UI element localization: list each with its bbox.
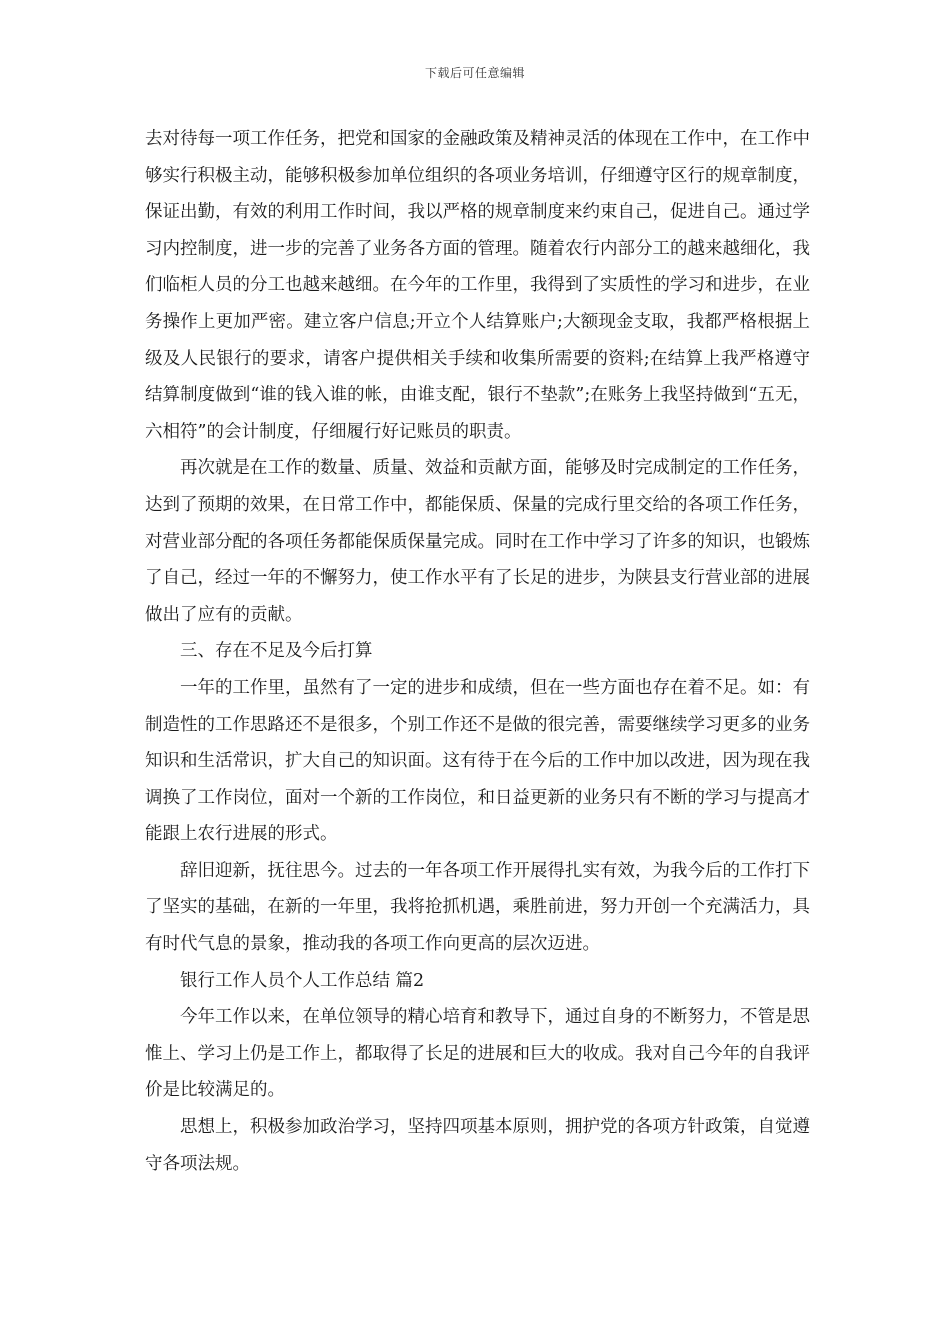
article-title: 银行工作人员个人工作总结 篇2 (180, 970, 425, 991)
paragraph: 辞旧迎新，抚往思今。过去的一年各项工作开展得扎实有效，为我今后的工作打下了坚实的基础，在新的一年里，我将抢抓机遇，乘胜前进，努力开创一个充满活力，具有时代气息的景象，推动我的各项工作向更高的层次迈进。 (145, 860, 810, 955)
document-body (145, 121, 810, 1182)
paragraph: 去对待每一项工作任务，把党和国家的金融政策及精神灵活的体现在工作中，在工作中够实行积极主动，能够积极参加单位组织的各项业务培训，仔细遵守区行的规章制度，保证出勤，有效的利用工作时间，我以严格的规章制度来约束自己，促进自己。通过学习内控制度，进一步的完善了业务各方面的管理。随着农行内部分工的越来越细化，我们临柜人员的分工也越来越细。在今年的工作里，我得到了实质性的学习和进步，在业务操作上更加严密。建立客户信息;开立个人结算账户;大额现金支取，我都严格根据上级及人民银行的要求，请客户提供相关手续和收集所需要的资料;在结算上我严格遵守结算制度做到“谁的钱入谁的帐，由谁支配，银行不垫款”;在账务上我坚持做到“五无，六相符”的会计制度，仔细履行好记账员的职责。 (145, 129, 810, 442)
page-header-note: 下载后可任意编辑 (424, 66, 525, 80)
paragraph: 一年的工作里，虽然有了一定的进步和成绩，但在一些方面也存在着不足。如：有制造性的工作思路还不是很多，个别工作还不是做的很完善，需要继续学习更多的业务知识和生活常识，扩大自己的知识面。这有待于在今后的工作中加以改进，因为现在我调换了工作岗位，面对一个新的工作岗位，和日益更新的业务只有不断的学习与提高才能跟上农行进展的形式。 (145, 677, 810, 845)
paragraph: 思想上，积极参加政治学习，坚持四项基本原则，拥护党的各项方针政策，自觉遵守各项法规。 (145, 1117, 810, 1174)
paragraph: 今年工作以来，在单位领导的精心培育和教导下，通过自身的不断努力，不管是思惟上、学习上仍是工作上，都取得了长足的进展和巨大的收成。我对自己今年的自我评价是比较满足的。 (145, 1007, 810, 1101)
paragraph: 再次就是在工作的数量、质量、效益和贡献方面，能够及时完成制定的工作任务，达到了预期的效果，在日常工作中，都能保质、保量的完成行里交给的各项工作任务，对营业部分配的各项任务都能保质保量完成。同时在工作中学习了许多的知识，也锻炼了自己，经过一年的不懈努力，使工作水平有了长足的进步，为陕县支行营业部的进展做出了应有的贡献。 (145, 458, 810, 625)
section-heading: 三、存在不足及今后打算 (180, 641, 373, 662)
